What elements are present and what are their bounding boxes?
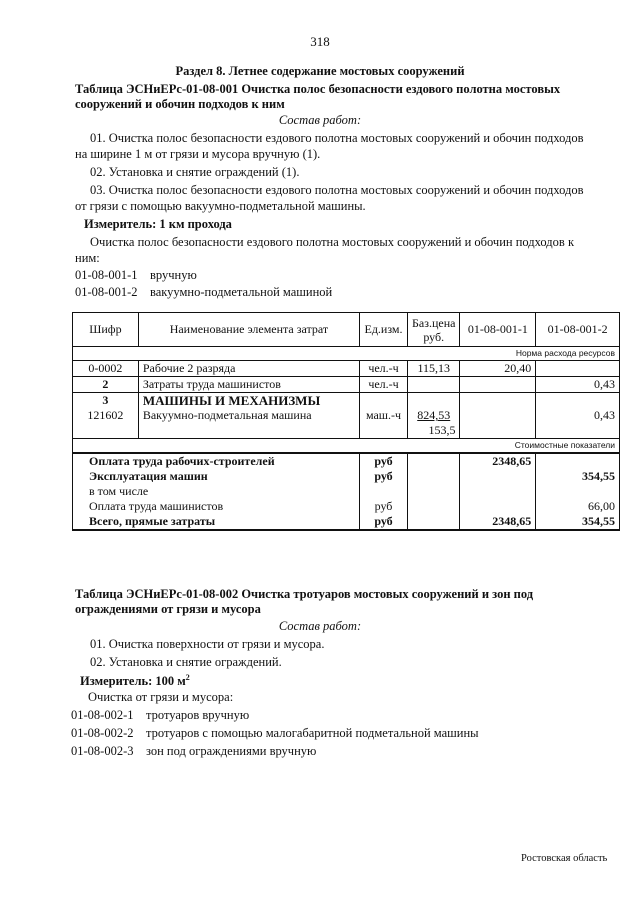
cost-unit: руб	[360, 453, 408, 469]
table2-measure-text: Измеритель: 100 м	[80, 674, 186, 689]
table1-title-line1: Таблица ЭСНиЕРс-01-08-001 Очистка полос безопасности ездового полотна мостовых	[75, 82, 561, 96]
total-value-1: 2348,65	[460, 514, 536, 530]
row-unit	[360, 393, 408, 439]
cost-name: Эксплуатация машин	[73, 469, 360, 484]
table2-variant-code-2: 01-08-002-2	[71, 726, 134, 740]
table2-variant-text-1: тротуаров вручную	[146, 708, 250, 722]
row-value-1: 20,40	[460, 361, 536, 377]
table1-work-3: 03. Очистка полос безопасности ездового полотна мостовых сооружений и обочин подходов	[90, 183, 584, 197]
header-price-line2: руб.	[423, 329, 445, 344]
table1-title-line2: сооружений и обочин подходов к ним	[75, 97, 285, 111]
table1-measure: Измеритель: 1 км прохода	[84, 217, 232, 231]
total-value-2: 354,55	[536, 514, 620, 530]
row-name: Рабочие 2 разряда	[138, 361, 359, 377]
cost-label-row	[73, 439, 620, 454]
table1-work-2: 02. Установка и снятие ограждений (1).	[90, 165, 300, 179]
row-value-1	[460, 377, 536, 393]
machine-price-2: 153,5	[428, 423, 456, 437]
cost-value-1	[460, 499, 536, 514]
machines-group-row	[73, 393, 620, 439]
machine-name: Вакуумно-подметальная машина	[142, 408, 312, 422]
header-code: Шифр	[73, 313, 139, 347]
table2-sostav-label: Состав работ:	[278, 619, 362, 633]
row-code	[73, 393, 139, 439]
cost-row	[73, 453, 620, 469]
row-value-2	[536, 393, 620, 439]
cost-table	[72, 312, 620, 531]
header-unit: Ед.изм.	[360, 313, 408, 347]
header-name: Наименование элемента затрат	[138, 313, 359, 347]
header-col2: 01-08-001-2	[536, 313, 620, 347]
cost-unit	[360, 484, 408, 499]
table2-variant-code-3: 01-08-002-3	[71, 744, 134, 758]
table-row	[73, 361, 620, 377]
section-title: Раздел 8. Летнее содержание мостовых сооружений	[175, 64, 465, 78]
footer-region: Ростовская область	[521, 853, 608, 864]
row-value-2: 0,43	[536, 377, 620, 393]
cost-value-1	[460, 469, 536, 484]
header-col1: 01-08-001-1	[460, 313, 536, 347]
cost-value-2	[536, 484, 620, 499]
row-price	[408, 393, 460, 439]
table2-title-line1: Таблица ЭСНиЕРс-01-08-002 Очистка тротуаров мостовых сооружений и зон под	[75, 587, 534, 601]
table-header-row	[73, 313, 620, 347]
cost-unit: руб	[360, 469, 408, 484]
table2-description: Очистка от грязи и мусора:	[88, 690, 234, 704]
row-value-1	[460, 393, 536, 439]
table1-variant-text-1: вручную	[150, 268, 197, 282]
table2-title-line2: ограждениями от грязи и мусора	[75, 602, 261, 616]
cost-value-2: 354,55	[536, 469, 620, 484]
machine-unit: маш.-ч	[365, 408, 402, 422]
table2-measure-sup: 2	[185, 673, 190, 682]
row-price: 115,13	[408, 361, 460, 377]
table2-work-2: 02. Установка и снятие ограждений.	[90, 655, 282, 669]
table1-description-line2: ним:	[75, 251, 100, 265]
cost-name: Оплата труда машинистов	[73, 499, 360, 514]
total-name: Всего, прямые затраты	[73, 514, 360, 530]
table1-variant-text-2: вакуумно-подметальной машиной	[150, 285, 333, 299]
total-unit: руб	[360, 514, 408, 530]
cost-label: Стоимостные показатели	[73, 439, 620, 454]
cost-value-2	[536, 453, 620, 469]
table1-work-3-cont: от грязи с помощью вакуумно-подметальной машины.	[75, 199, 366, 213]
table1-variant-code-2: 01-08-001-2	[75, 285, 138, 299]
machine-price: 824,53	[417, 408, 451, 422]
norm-label-row	[73, 347, 620, 361]
cost-value-1: 2348,65	[460, 453, 536, 469]
table1-work-1-cont: на ширине 1 м от грязи и мусора вручную (1).	[75, 147, 321, 161]
header-price-line1: Баз.цена	[412, 315, 456, 330]
table-row	[73, 377, 620, 393]
table2-variant-text-2: тротуаров с помощью малогабаритной подметальной машины	[146, 726, 479, 740]
table1-work-1: 01. Очистка полос безопасности ездового полотна мостовых сооружений и обочин подходов	[90, 131, 584, 145]
group-name: МАШИНЫ И МЕХАНИЗМЫ	[142, 393, 321, 408]
cost-row	[73, 484, 620, 499]
machine-code: 121602	[87, 408, 124, 422]
page-number: 318	[310, 34, 330, 49]
cost-row	[73, 469, 620, 484]
total-row	[73, 514, 620, 530]
cost-name: Оплата труда рабочих-строителей	[73, 453, 360, 469]
table2-variant-text-3: зон под ограждениями вручную	[146, 744, 317, 758]
row-name: Затраты труда машинистов	[138, 377, 359, 393]
norm-label: Норма расхода ресурсов	[73, 347, 620, 361]
table2-measure	[80, 673, 190, 689]
cost-value-1	[460, 484, 536, 499]
cost-value-2: 66,00	[536, 499, 620, 514]
header-price	[408, 313, 460, 347]
cost-name: в том числе	[73, 484, 360, 499]
table1-sostav-label: Состав работ:	[278, 113, 362, 127]
cost-row	[73, 499, 620, 514]
row-unit: чел.-ч	[360, 361, 408, 377]
machine-value-2: 0,43	[594, 408, 615, 422]
row-unit: чел.-ч	[360, 377, 408, 393]
row-name	[138, 393, 359, 439]
table1-description-line1: Очистка полос безопасности ездового полотна мостовых сооружений и обочин подходов к	[90, 235, 575, 249]
row-value-2	[536, 361, 620, 377]
group-code: 3	[102, 393, 109, 407]
table2-work-1: 01. Очистка поверхности от грязи и мусора.	[90, 637, 325, 651]
row-price	[408, 377, 460, 393]
table2-variant-code-1: 01-08-002-1	[71, 708, 134, 722]
row-code: 0-0002	[73, 361, 139, 377]
row-code: 2	[73, 377, 139, 393]
cost-unit: руб	[360, 499, 408, 514]
table1-variant-code-1: 01-08-001-1	[75, 268, 138, 282]
